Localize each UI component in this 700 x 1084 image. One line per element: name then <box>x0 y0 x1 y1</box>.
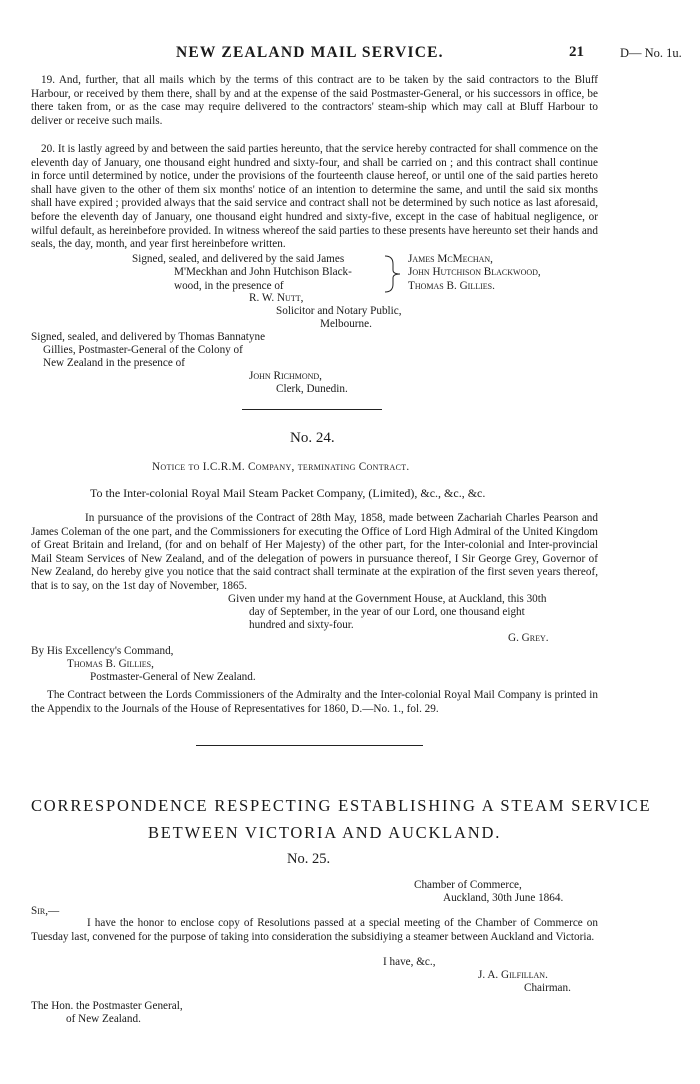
governor-signature: G. Grey. <box>508 632 549 644</box>
letter-salutation: Sir,— <box>31 905 60 917</box>
command-name: Thomas B. Gillies, <box>67 658 154 670</box>
letter-signer-title: Chairman. <box>524 982 571 994</box>
correspondence-heading: CORRESPONDENCE RESPECTING ESTABLISHING A STEAM SERVICE <box>31 796 652 815</box>
command-title: Postmaster-General of New Zealand. <box>90 671 256 683</box>
given-line: hundred and sixty-four. <box>249 619 354 631</box>
signing-line: Gillies, Postmaster-General of the Colony of <box>43 344 243 356</box>
witness-title: Solicitor and Notary Public, <box>276 305 402 317</box>
signing-line: New Zealand in the presence of <box>43 357 185 369</box>
notice-number: No. 24. <box>290 430 335 446</box>
page-number: 21 <box>569 44 584 60</box>
correspondence-subheading: BETWEEN VICTORIA AND AUCKLAND. <box>148 823 502 842</box>
signing-line: M'Meckhan and John Hutchison Black- <box>174 266 352 278</box>
letter-signer: J. A. Gilfillan. <box>478 969 548 981</box>
notice-body: In pursuance of the provisions of the Contract of 28th May, 1858, made between Zachariah Charles Pearson and James Coleman of the one part, and the Commissioners for executing the Office of Lord High Admiral of the United Kingdom of Great Britain and Ireland, (for and on behalf of Her Majesty) of the other part, for the Inter-colonial and Inter-provincial Mail Steam Services of New Zealand, and of the delegation of powers in pursuance thereof, I Sir George Grey, Governor of New Zealand, do hereby give you notice that the said contract shall terminate at the expiration of the first seven years thereof, that is to say, on the 1st day of November, 1865. <box>31 512 598 592</box>
letter-recipient: of New Zealand. <box>66 1013 141 1025</box>
given-line: Given under my hand at the Government House, at Auckland, this 30th <box>228 593 547 605</box>
page-title: NEW ZEALAND MAIL SERVICE. <box>176 44 444 61</box>
clause-19: 19. And, further, that all mails which by the terms of this contract are to be taken by the said contractors to the Bluff Harbour, or received by them there, shall by and at the expense of the said Postmaster-General, or his successors in office, be there taken from, or as the case may require delivered to the contractors' steam-ship which may call at Bluff Harbour to deliver or receive such mails. <box>31 74 598 127</box>
signatory-name: John Hutchison Blackwood, <box>408 266 541 278</box>
notice-address: To the Inter-colonial Royal Mail Steam Packet Company, (Limited), &c., &c., &c. <box>90 486 486 500</box>
letter-date: Auckland, 30th June 1864. <box>443 892 564 904</box>
letter-number: No. 25. <box>287 851 331 867</box>
command-line: By His Excellency's Command, <box>31 645 174 657</box>
curly-brace <box>381 254 405 294</box>
witness-name: R. W. Nutt, <box>249 292 304 304</box>
letter-recipient: The Hon. the Postmaster General, <box>31 1000 183 1012</box>
clause-20: 20. It is lastly agreed by and between the said parties hereunto, that the service hereby contracted for shall commence on the eleventh day of January, one thousand eight hundred and sixty-four, and shall be carried on ; and this contract shall continue in force until determined by notice, under the provisions of the fourteenth clause hereof, or until one of the said parties hereto shall have given to the other of them six months' notice of an intention to determine the same, and until the said six months shall have expired ; provided always that the said service and contract shall not be determined by such notice as last aforesaid, before the eleventh day of January, one thousand eight hundred and sixty-five, except in the case of habitual negligence, or wilful default, as hereinbefore provided. In witness whereof the said parties to these presents have hereunto set their hands and seals, the day, month, and year first hereinbefore written. <box>31 143 598 251</box>
signing-line: Signed, sealed, and delivered by Thomas Bannatyne <box>31 331 266 343</box>
contract-note: The Contract between the Lords Commissioners of the Admiralty and the Inter-colonial Royal Mail Company is printed in the Appendix to the Journals of the House of Representatives for 1860, D.—No. 1., fol. 29. <box>31 689 598 715</box>
letter-closing: I have, &c., <box>383 956 436 968</box>
signatory-name: Thomas B. Gillies. <box>408 280 495 292</box>
section-divider <box>196 745 423 746</box>
document-reference: D— No. 1u. <box>620 46 682 60</box>
witness-place: Melbourne. <box>320 318 372 330</box>
given-line: day of September, in the year of our Lord, one thousand eight <box>249 606 525 618</box>
signing-line: Signed, sealed, and delivered by the said James <box>132 253 345 265</box>
witness-title: Clerk, Dunedin. <box>276 383 348 395</box>
witness-name: John Richmond, <box>249 370 322 382</box>
signing-line: wood, in the presence of <box>174 280 284 292</box>
notice-subheading: Notice to I.C.R.M. Company, terminating Contract. <box>152 461 410 473</box>
letter-body: I have the honor to enclose copy of Resolutions passed at a special meeting of the Chamber of Commerce on Tuesday last, convened for the purpose of taking into consideration the subsidiying a steamer between Auckland and Victoria. <box>31 917 598 943</box>
signatory-name: James McMechan, <box>408 253 493 265</box>
section-divider <box>242 409 382 410</box>
letter-sender: Chamber of Commerce, <box>414 879 522 891</box>
